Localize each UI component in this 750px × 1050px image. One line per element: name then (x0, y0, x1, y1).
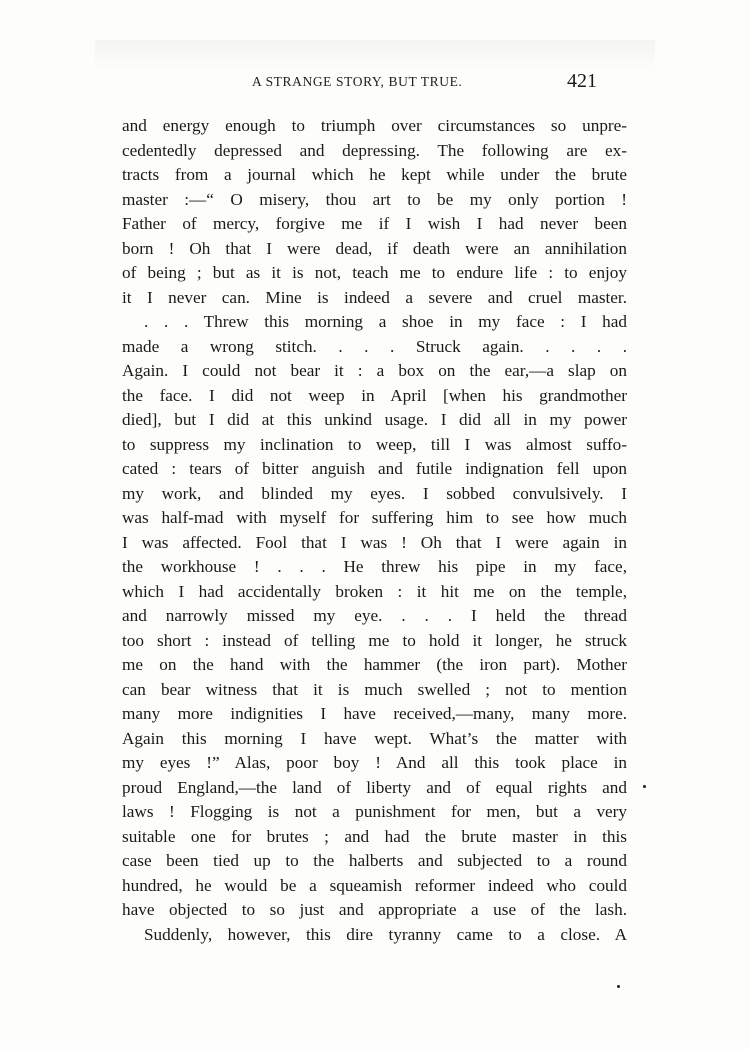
text-line: cedentedly depressed and depressing. The following are ex- (122, 140, 627, 160)
text-line: it I never can. Mine is indeed a severe and cruel master. (122, 287, 627, 307)
text-line: made a wrong stitch. . . . Struck again. . . . . (122, 336, 627, 356)
text-line: the face. I did not weep in April [when his grandmother (122, 385, 627, 405)
text-line: . . . Threw this morning a shoe in my face : I had (144, 312, 627, 331)
text-line: which I had accidentally broken : it hit me on the temple, (122, 581, 627, 601)
page-number: 421 (567, 70, 597, 92)
text-line: cated : tears of bitter anguish and futile indignation fell upon (122, 459, 627, 478)
scan-speck (617, 985, 620, 988)
text-line: died], but I did at this unkind usage. I did all in my power (122, 410, 627, 429)
body-text (122, 114, 627, 947)
text-line: suitable one for brutes ; and had the brute master in this (122, 826, 627, 846)
scan-shading (95, 40, 655, 70)
text-line: can bear witness that it is much swelled ; not to mention (122, 679, 627, 699)
text-line: Suddenly, however, this dire tyranny came to a close. A (144, 924, 627, 944)
text-line: many more indignities I have received,—many, many more. (122, 704, 627, 723)
text-line: case been tied up to the halberts and subjected to a round (122, 851, 627, 870)
text-line: Again. I could not bear it : a box on the ear,—a slap on (122, 361, 627, 380)
text-line: the workhouse ! . . . He threw his pipe in my face, (122, 557, 627, 576)
running-head: A STRANGE STORY, BUT TRUE. (252, 74, 463, 89)
text-line: tracts from a journal which he kept while under the brute (122, 165, 627, 184)
text-line: was half-mad with myself for suffering him to see how much (122, 508, 627, 527)
text-line: laws ! Flogging is not a punishment for men, but a very (122, 802, 627, 821)
text-line: Again this morning I have wept. What’s the matter with (122, 728, 627, 748)
text-line: too short : instead of telling me to hold it longer, he struck (122, 630, 627, 650)
text-line: have objected to so just and appropriate a use of the lash. (122, 900, 627, 919)
text-line: of being ; but as it is not, teach me to endure life : to enjoy (122, 263, 627, 282)
text-line: I was affected. Fool that I was ! Oh that I were again in (122, 532, 627, 552)
text-line: hundred, he would be a squeamish reformer indeed who could (122, 875, 627, 895)
text-line: born ! Oh that I were dead, if death were an annihilation (122, 238, 627, 258)
text-line: master :—“ O misery, thou art to be my only portion ! (122, 189, 627, 209)
text-line: and energy enough to triumph over circumstances so unpre- (122, 116, 627, 135)
text-line: my work, and blinded my eyes. I sobbed convulsively. I (122, 483, 627, 503)
text-line: and narrowly missed my eye. . . . I held the thread (122, 606, 627, 625)
text-line: my eyes !” Alas, poor boy ! And all this took place in (122, 753, 627, 772)
scan-speck (643, 785, 646, 788)
text-line: me on the hand with the hammer (the iron part). Mother (122, 655, 627, 674)
text-line: Father of mercy, forgive me if I wish I had never been (122, 214, 627, 233)
text-line: to suppress my inclination to weep, till I was almost suffo- (122, 434, 627, 454)
text-line: proud England,—the land of liberty and of equal rights and (122, 777, 627, 797)
